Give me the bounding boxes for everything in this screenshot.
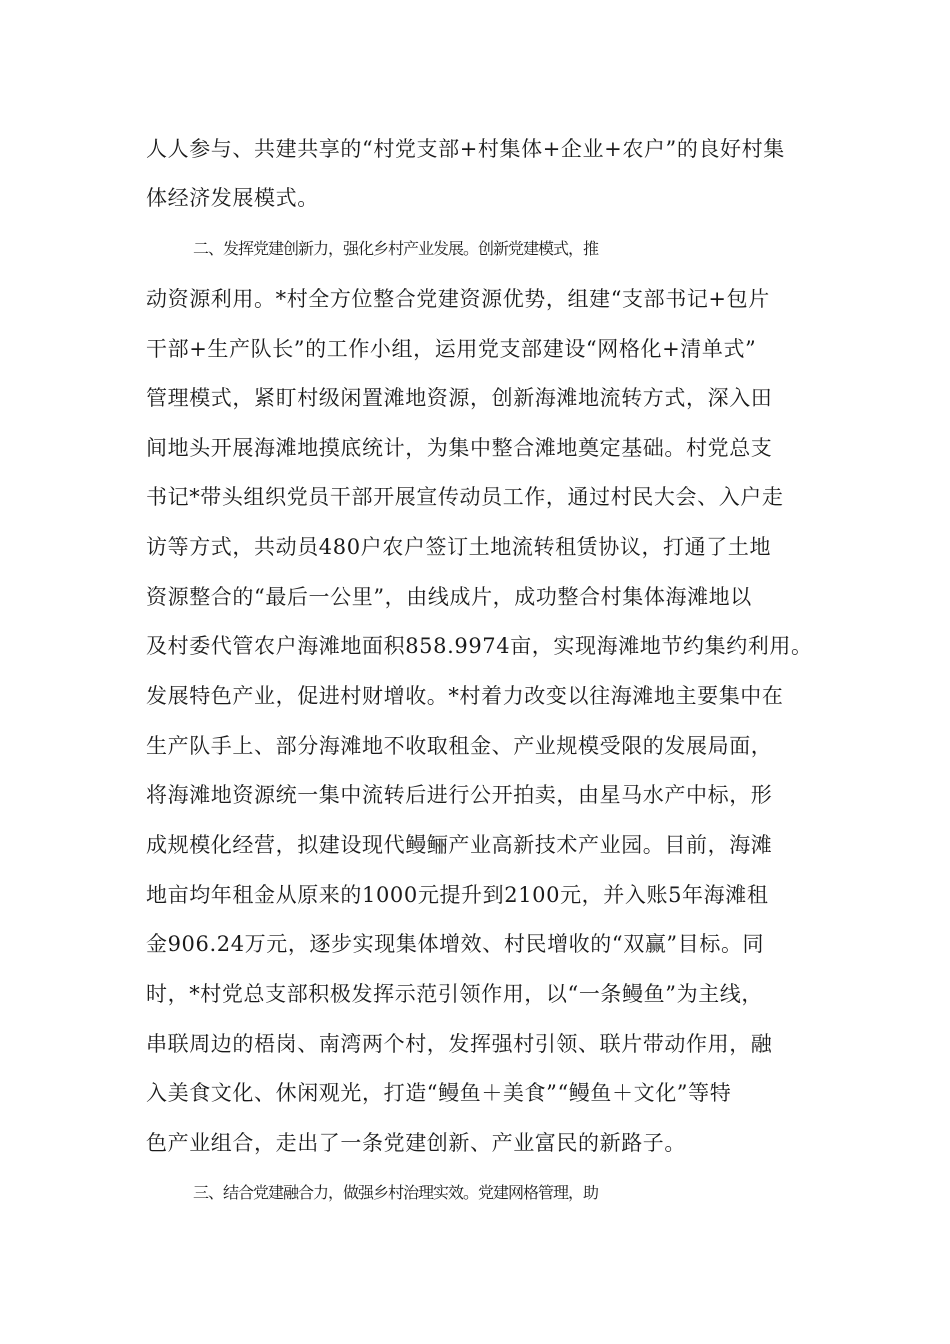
text-line: 串联周边的梧岗、南湾两个村，发挥强村引领、联片带动作用，融 — [146, 1032, 773, 1056]
text-line: 人人参与、共建共享的“村党支部+村集体+企业+农户”的良好村集 — [146, 137, 785, 161]
text-line: 动资源利用。*村全方位整合党建资源优势，组建“支部书记+包片 — [146, 287, 770, 311]
text-line: 管理模式，紧盯村级闲置滩地资源，创新海滩地流转方式，深入田 — [146, 386, 773, 410]
paragraph-heading-line: 三、结合党建融合力，做强乡村治理实效。党建网格管理，助 — [193, 1183, 599, 1202]
text-line: 干部+生产队长”的工作小组，运用党支部建设“网格化+清单式” — [146, 337, 757, 361]
text-line: 地亩均年租金从原来的1000元提升到2100元，并入账5年海滩租 — [146, 883, 769, 907]
paragraph-heading-line: 二、发挥党建创新力，强化乡村产业发展。创新党建模式，推 — [193, 239, 599, 258]
text-line: 间地头开展海滩地摸底统计，为集中整合滩地奠定基础。村党总支 — [146, 436, 773, 460]
text-line: 将海滩地资源统一集中流转后进行公开拍卖，由星马水产中标，形 — [146, 783, 773, 807]
text-line: 发展特色产业，促进村财增收。*村着力改变以往海滩地主要集中在 — [146, 684, 784, 708]
text-line: 访等方式，共动员480户农户签订土地流转租赁协议，打通了土地 — [146, 535, 772, 559]
text-line: 时，*村党总支部积极发挥示范引领作用，以“一条鳗鱼”为主线， — [146, 982, 763, 1006]
text-line: 成规模化经营，拟建设现代鳗鲡产业高新技术产业园。目前，海滩 — [146, 833, 773, 857]
text-line: 书记*带头组织党员干部开展宣传动员工作，通过村民大会、入户走 — [146, 485, 784, 509]
text-line: 生产队手上、部分海滩地不收取租金、产业规模受限的发展局面， — [146, 734, 773, 758]
text-line: 资源整合的“最后一公里”，由线成片，成功整合村集体海滩地以 — [146, 585, 752, 609]
text-line: 入美食文化、休闲观光，打造“鳗鱼＋美食”“鳗鱼＋文化”等特 — [146, 1081, 732, 1105]
text-line: 色产业组合，走出了一条党建创新、产业富民的新路子。 — [146, 1131, 686, 1155]
text-line: 金906.24万元，逐步实现集体增效、村民增收的“双赢”目标。同 — [146, 932, 765, 956]
text-line: 体经济发展模式。 — [146, 186, 319, 210]
text-line: 及村委代管农户海滩地面积858.9974亩，实现海滩地节约集约利用。 — [146, 634, 813, 658]
